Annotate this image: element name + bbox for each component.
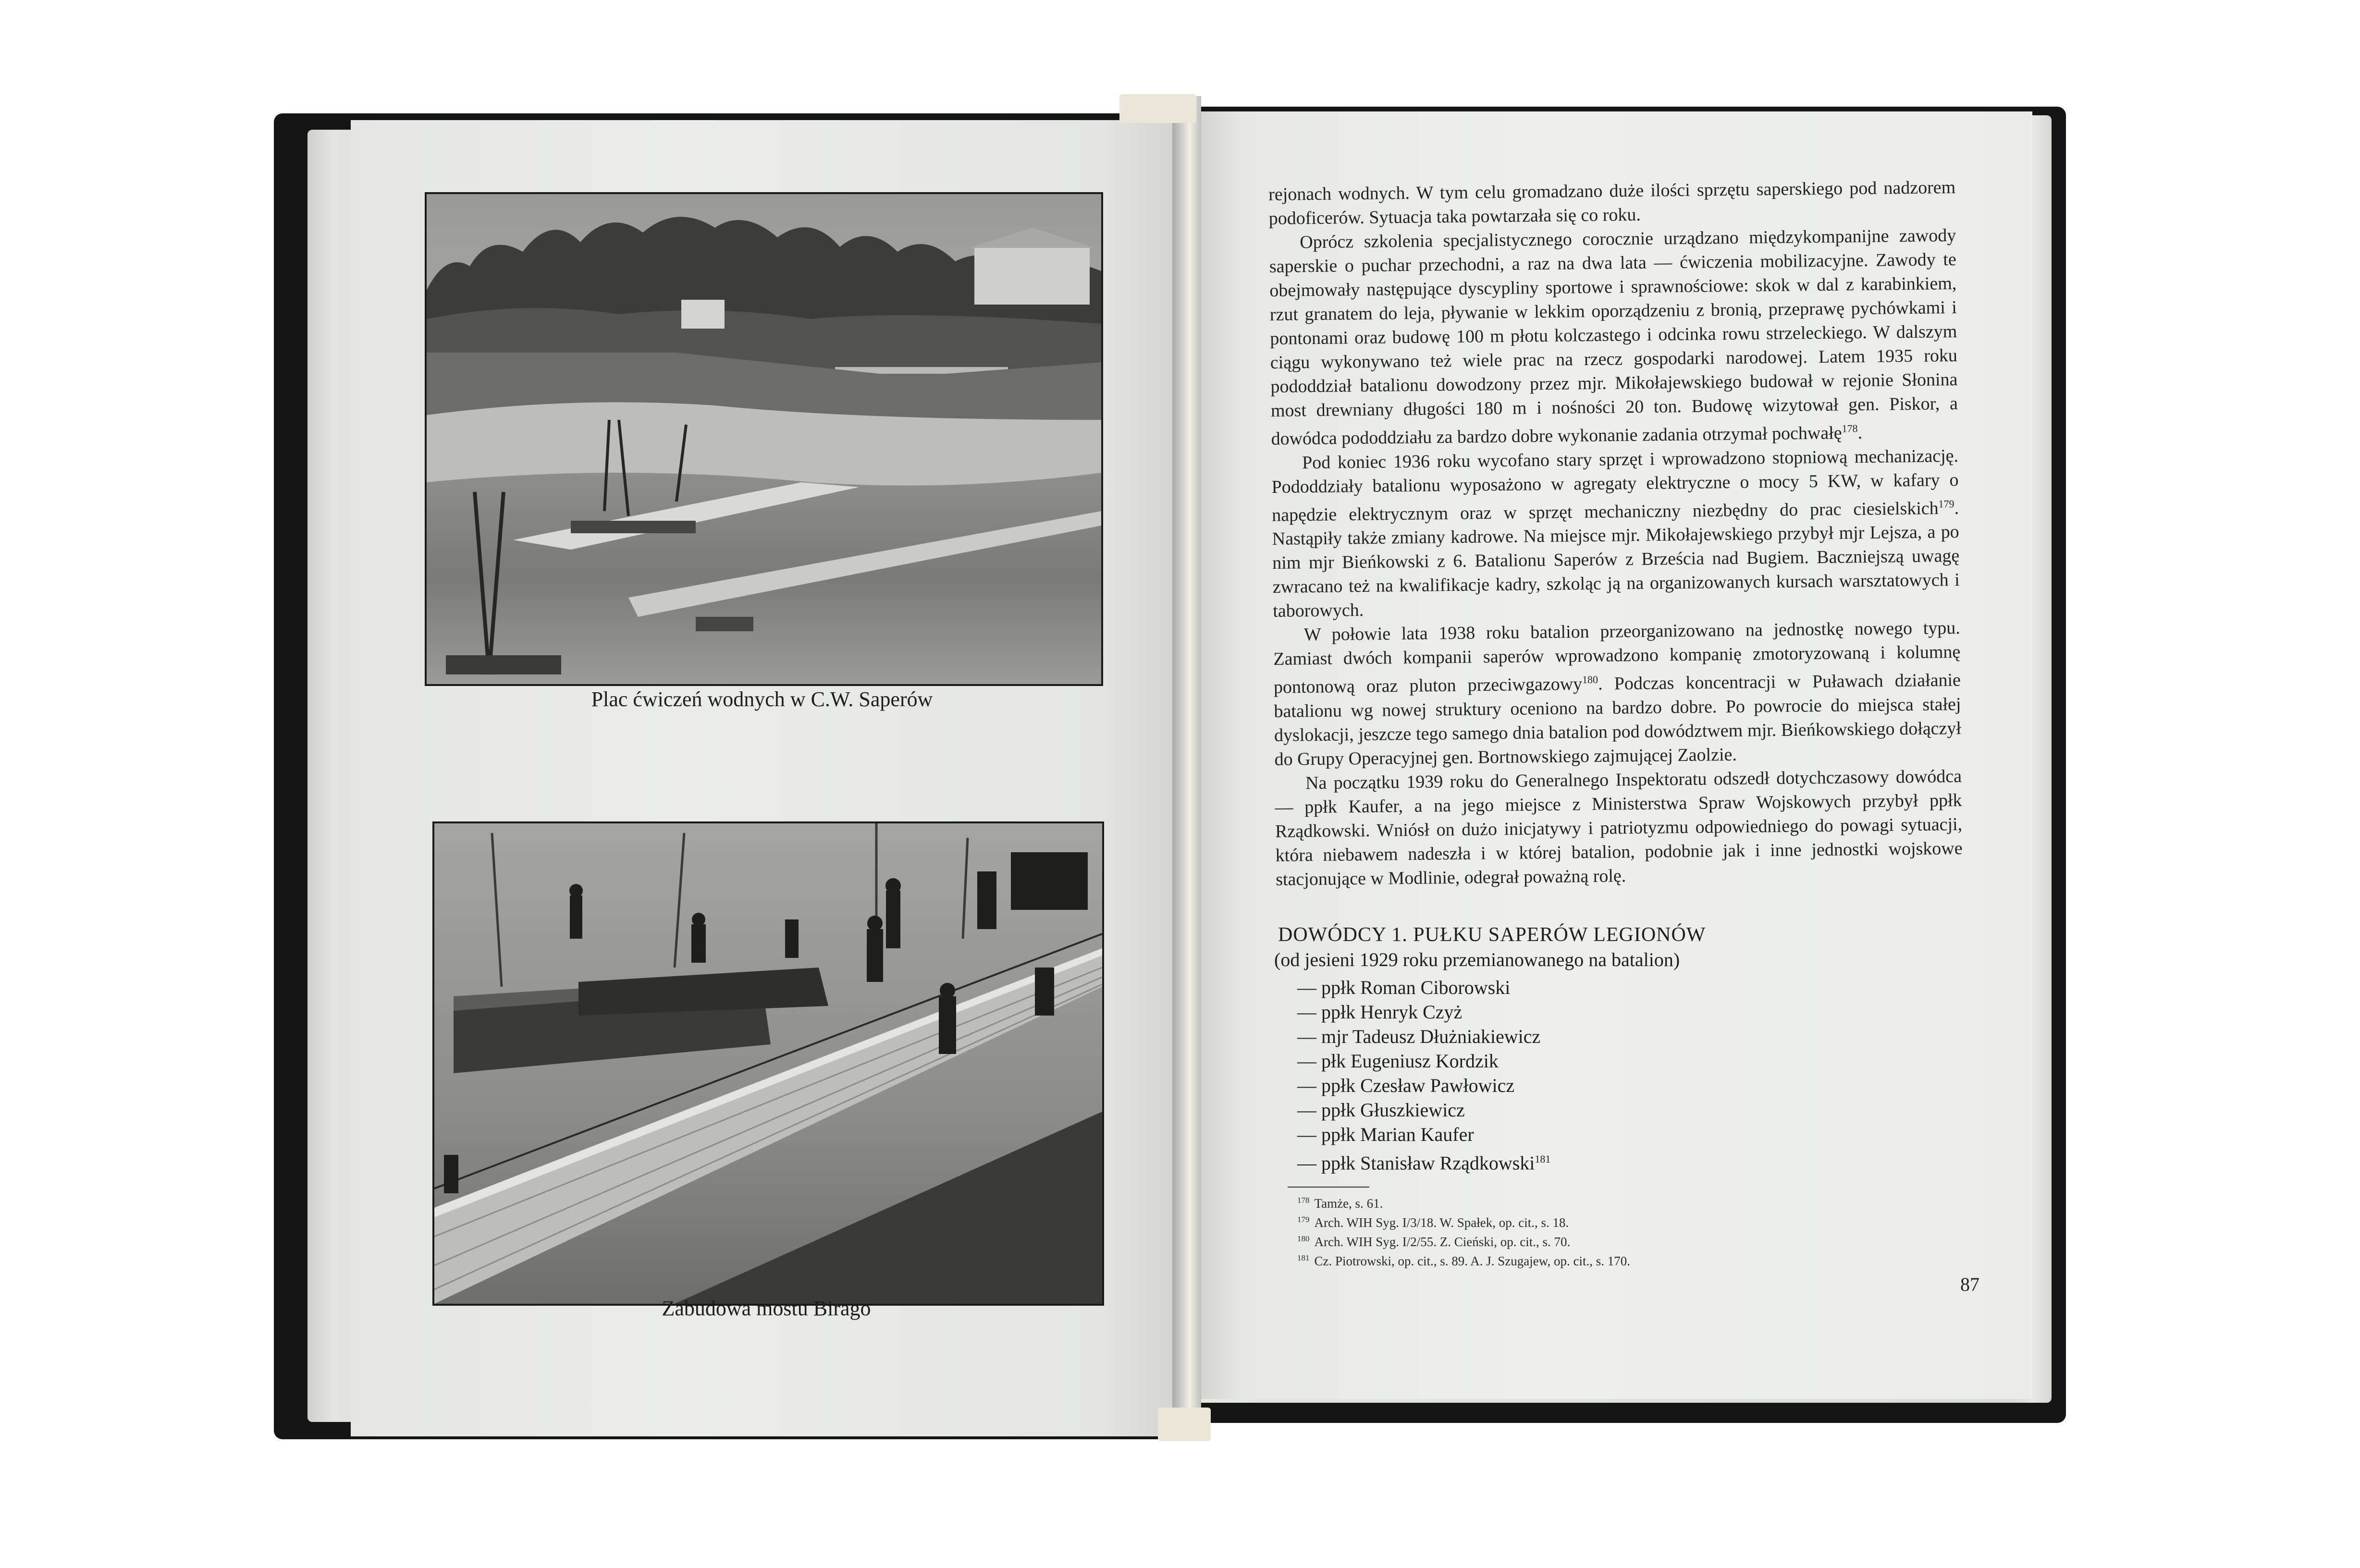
footnote-ref-179: 179 — [1938, 497, 1954, 510]
footnote-ref-180: 180 — [1582, 674, 1598, 686]
footnote-ref-178: 178 — [1842, 422, 1858, 435]
footnotes — [1297, 1192, 1630, 1269]
paragraph-2: Oprócz szkolenia specjalistycznego corocznie urządzano międzykompanijne zawody saperskie o puchar przechodni, a raz na dwa lata — ćwiczenia mobilizacyjne. Zawody te obejmowały następujące dyscypliny sportowe i sprawnościowe: skok w dal z karabinkiem, rzut granatem do leja, pływanie w lekkim oporządzeniu z bronią, przeprawę pychówkami i pontonami oraz budowę 100 m płotu kolczastego i odcinka rowu strzeleckiego. W dalszym ciągu wykonywano też wiele prac na rzecz gospodarki narodowej. Latem 1935 roku pododdział batalionu dowodzony przez mjr. Mikołajewskiego budował w rejonie Słonina most drewniany długości 180 m i nośności 20 ton. Budowę wizytował gen. Piskor, a dowódca pododdziału za bardzo dobre wykonanie zadania otrzymał pochwałę$^{178}$. — [1269, 225, 1958, 449]
paragraph-4: W połowie lata 1938 roku batalion przeorganizowano na jednostkę nowego typu. Zamiast dwóch kompanii saperów wprowadzono kompanię zmotoryzowaną i kolumnę pontonową oraz pluton przeciwgazowy$^{180}$. Podczas koncentracji w Puławach działanie batalionu wg nowej struktury oceniono na bardzo dobre. Po powrocie do miejsca stałej dyslokacji, jeszcze tego samego dnia batalion pod dowództwem mjr. Bieńkowskiego dołączył do Grupy Operacyjnej gen. Bortnowskiego zajmującej Zaolzie. — [1273, 618, 1962, 770]
photo-birago-bridge-illustration — [434, 823, 1102, 1304]
paragraph-5: Na początku 1939 roku do Generalnego Inspektoratu odszedł dotychczasowy dowódca — ppłk Kaufer, a na jego miejsce z Ministerstwa Spraw Wojskowych przybył ppłk Rządkowski. Wniósł on dużo inicjatywy i patriotyzmu odpowiedniego do powagi sytuacji, która niebawem nadeszła i w której batalion, podobnie jak i inne jednostki wojskowe stacjonujące w Modlinie, odegrał poważną rolę. — [1275, 766, 1963, 890]
photo-birago-bridge — [432, 821, 1104, 1306]
photo-water-training-illustration — [427, 194, 1101, 684]
list-item: — ppłk Głuszkiewicz — [1297, 1099, 1465, 1121]
spine-headband-bottom — [1158, 1408, 1211, 1441]
photo-caption-water-training: Plac ćwiczeń wodnych w C.W. Saperów — [591, 687, 933, 711]
page-number: 87 — [1960, 1274, 1979, 1295]
paragraph-3: Pod koniec 1936 roku wycofano stary sprzęt i wprowadzono stopniową mechanizację. Pododdziały batalionu wyposażono w agregaty elektryczne o mocy 5 KW, w kafary o napędzie elektrycznym oraz w sprzęt mechaniczny niezbędny do prac ciesielskich$^{179}$. Nastąpiły także zmiany kadrowe. Na miejsce mjr. Mikołajewskiego przybył mjr Lejsza, a po nim mjr Bieńkowski z 6. Batalionu Saperów z Brześcia nad Bugiem. Baczniejszą uwagę zwracano też na kwalifikacje kadry, szkoląc ją na organizowanych kursach warsztatowych i taborowych. — [1271, 445, 1960, 622]
list-item: — ppłk Czesław Pawłowicz — [1297, 1075, 1515, 1096]
footnote: $^{181}$ Cz. Piotrowski, op. cit., s. 89. A. J. Szugajew, op. cit., s. 170. — [1297, 1253, 1630, 1268]
spine-headband-top — [1119, 94, 1196, 123]
photo-caption-birago-bridge: Zabudowa mostu Birago — [662, 1297, 871, 1320]
section-subheading: (od jesieni 1929 roku przemianowanego na batalion) — [1274, 949, 1680, 970]
list-item: — płk Eugeniusz Kordzik — [1297, 1050, 1499, 1072]
paragraph-1: rejonach wodnych. W tym celu gromadzano duże ilości sprzętu saperskiego pod nadzorem podoficerów. Sytuacja taka powtarzała się co roku. — [1268, 177, 1956, 229]
footnote: $^{179}$ Arch. WIH Syg. I/3/18. W. Spałek, op. cit., s. 18. — [1297, 1215, 1569, 1230]
footnote: $^{178}$ Tamże, s. 61. — [1297, 1196, 1383, 1211]
list-item: — ppłk Marian Kaufer — [1297, 1124, 1474, 1145]
list-item: — ppłk Roman Ciborowski — [1297, 977, 1511, 998]
footnote-ref-181: 181 — [1535, 1153, 1551, 1165]
footnote-divider — [1288, 1187, 1369, 1188]
photo-water-training-ground — [425, 192, 1103, 686]
book-gutter — [1172, 96, 1201, 1441]
section-heading: DOWÓDCY 1. PUŁKU SAPERÓW LEGIONÓW — [1278, 924, 1706, 946]
commanders-list — [1297, 975, 1550, 1175]
list-item: — mjr Tadeusz Dłużniakiewicz — [1297, 1026, 1541, 1047]
list-item-last: — ppłk Stanisław Rządkowski$^{181}$ — [1297, 1152, 1551, 1174]
footnote: $^{180}$ Arch. WIH Syg. I/2/55. Z. Cieński, op. cit., s. 70. — [1297, 1234, 1571, 1249]
list-item: — ppłk Henryk Czyż — [1297, 1001, 1463, 1023]
body-text — [1268, 175, 1963, 892]
